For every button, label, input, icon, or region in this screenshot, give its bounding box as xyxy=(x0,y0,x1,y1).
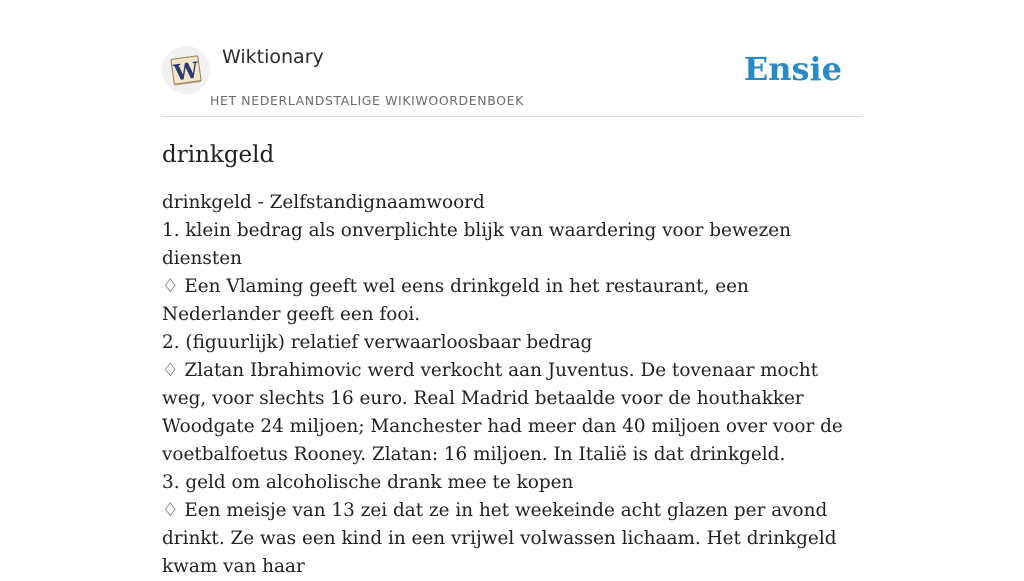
definition-1: 1. klein bedrag als onverplichte blijk van waardering voor bewezen diensten xyxy=(162,220,791,269)
site-name-link[interactable]: Wiktionary xyxy=(222,46,324,68)
site-tagline: HET NEDERLANDSTALIGE WIKIWOORDENBOEK xyxy=(210,93,524,108)
site-header xyxy=(162,44,862,117)
example-3: ♢ Een meisje van 13 zei dat ze in het weekeinde acht glazen per avond drinkt. Ze was een kind in een vrijwel volwassen lichaam. Het drinkgeld kwam van haar xyxy=(162,500,837,577)
entry-definition xyxy=(162,189,862,581)
example-2: ♢ Zlatan Ibrahimovic werd verkocht aan Juventus. De tovenaar mocht weg, voor slechts 16 euro. Real Madrid betaalde voor de houthakker Woodgate 24 miljoen; Manchester had meer dan 40 miljoen over voor de voetbalfoetus Rooney. Zlatan: 16 miljoen. In Italië is dat drinkgeld. xyxy=(162,360,843,465)
wiktionary-logo-icon[interactable] xyxy=(162,46,210,94)
logo-letter: W xyxy=(172,57,201,87)
example-1: ♢ Een Vlaming geeft wel eens drinkgeld in het restaurant, een Nederlander geeft een fooi. xyxy=(162,276,749,325)
page-title: drinkgeld xyxy=(162,142,275,168)
definition-3: 3. geld om alcoholische drank mee te kopen xyxy=(162,472,574,493)
main-content xyxy=(162,138,862,581)
definition-2: 2. (figuurlijk) relatief verwaarloosbaar bedrag xyxy=(162,332,593,353)
entry-heading: drinkgeld - Zelfstandignaamwoord xyxy=(162,192,485,213)
ensie-brand-logo[interactable]: Ensie xyxy=(743,50,842,88)
